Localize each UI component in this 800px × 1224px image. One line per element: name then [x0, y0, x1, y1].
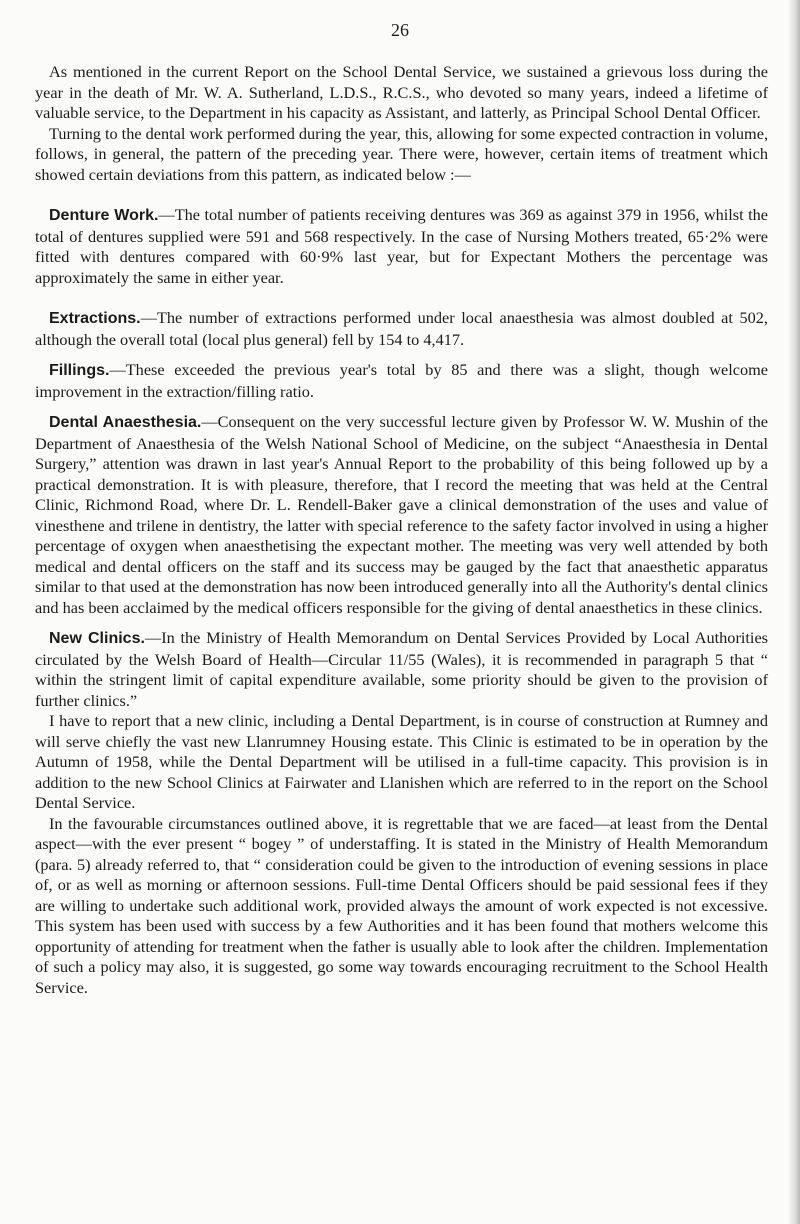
section-fillings — [35, 360, 768, 402]
paragraph-rumney-clinic: I have to report that a new clinic, including a Dental Department, is in course of construction at Rumney and will serve chiefly the vast new Llanrumney Housing estate. This Clinic is estimated to be in operation by the Autumn of 1958, while the Dental Department will be utilised in a full-time capacity. This provision is in addition to the new School Clinics at Fairwater and Llanishen which are referred to in the report on the School Dental Service. — [35, 711, 768, 812]
page-edge-shadow — [788, 0, 800, 1224]
denture-work-text: —The total number of patients receiving dentures was 369 as against 379 in 1956, whilst the total of dentures supplied were 591 and 568 respectively. In the case of Nursing Mothers treated, 65·2% were fitted with dentures compared with 60·9% last year, but for Expectant Mothers the percentage was approximately the same in either year. — [35, 205, 768, 287]
paragraph-sutherland: As mentioned in the current Report on the School Dental Service, we sustained a grievous loss during the year in the death of Mr. W. A. Sutherland, L.D.S., R.C.S., who devoted so many years, indeed a lifetime of valuable service, to the Department in his capacity as Assistant, and latterly, as Principal School Dental Officer. — [35, 62, 768, 122]
page-number: 26 — [391, 20, 409, 40]
new-clinics-text: —In the Ministry of Health Memorandum on Dental Services Provided by Local Authorities circulated by the Welsh Board of Health—Circular 11/55 (Wales), it is recommended in paragraph 5 that “ within the stringent limit of capital expenditure available, some priority should be given to the provision of further clinics.” — [35, 628, 769, 710]
extractions-text: —The number of extractions performed under local anaesthesia was almost doubled at 502, although the overall total (local plus general) fell by 154 to 4,417. — [35, 308, 768, 349]
dental-anaesthesia-text: —Consequent on the very successful lecture given by Professor W. W. Mushin of the Department of Anaesthesia of the Welsh National School of Medicine, on the subject “Anaesthesia in Dental Surgery,” attention was drawn in last year's Annual Report to the probability of this being followed up by a practical demonstration. It is with pleasure, therefore, that I record the meeting that was held at the Central Clinic, Richmond Road, where Dr. L. Rendell-Baker gave a clinical demonstration of the uses and value of vinesthene and trilene in dentistry, the latter with special reference to the safety factor involved in using a higher percentage of oxygen when anaesthetising the expectant mother. The meeting was very well attended by both medical and dental officers on the staff and its success may be gauged by the fact that anaesthetic apparatus similar to that used at the demonstration has now been introduced generally into all the Authority's dental clinics and has been acclaimed by the medical officers responsible for the giving of dental anaesthetics in these clinics. — [35, 412, 768, 617]
heading-denture-work: Denture Work. — [49, 207, 159, 224]
section-new-clinics — [35, 628, 768, 711]
heading-fillings: Fillings. — [49, 362, 110, 379]
heading-new-clinics: New Clinics. — [49, 630, 145, 647]
heading-dental-anaesthesia: Dental Anaesthesia. — [49, 414, 202, 431]
paragraph-understaffing: In the favourable circumstances outlined above, it is regrettable that we are faced—at least from the Dental aspect—with the ever present “ bogey ” of understaffing. It is stated in the Ministry of Health Memorandum (para. 5) already referred to, that “ consideration could be given to the introduction of evening sessions in place of, or as well as morning or afternoon sessions. Full-time Dental Officers should be paid sessional fees if they are willing to undertake such additional work, provided always the amount of work expected is not excessive. This system has been used with success by a few Authorities and it has been found that mothers welcome this opportunity of attending for treatment when the father is usually able to look after the children. Implementation of such a policy may also, it is suggested, go some way towards encouraging recruitment to the School Health Service. — [35, 813, 768, 997]
fillings-text: —These exceeded the previous year's total by 85 and there was a slight, though welcome improvement in the extraction/filling ratio. — [35, 360, 768, 401]
section-denture-work — [35, 205, 768, 288]
section-dental-anaesthesia — [35, 412, 768, 618]
paragraph-dental-work: Turning to the dental work performed during the year, this, allowing for some expected contraction in volume, follows, in general, the pattern of the preceding year. There were, however, certain items of treatment which showed certain deviations from this pattern, as indicated below :— — [35, 123, 769, 184]
heading-extractions: Extractions. — [49, 310, 141, 327]
body-text — [35, 62, 768, 998]
section-extractions — [35, 308, 768, 350]
